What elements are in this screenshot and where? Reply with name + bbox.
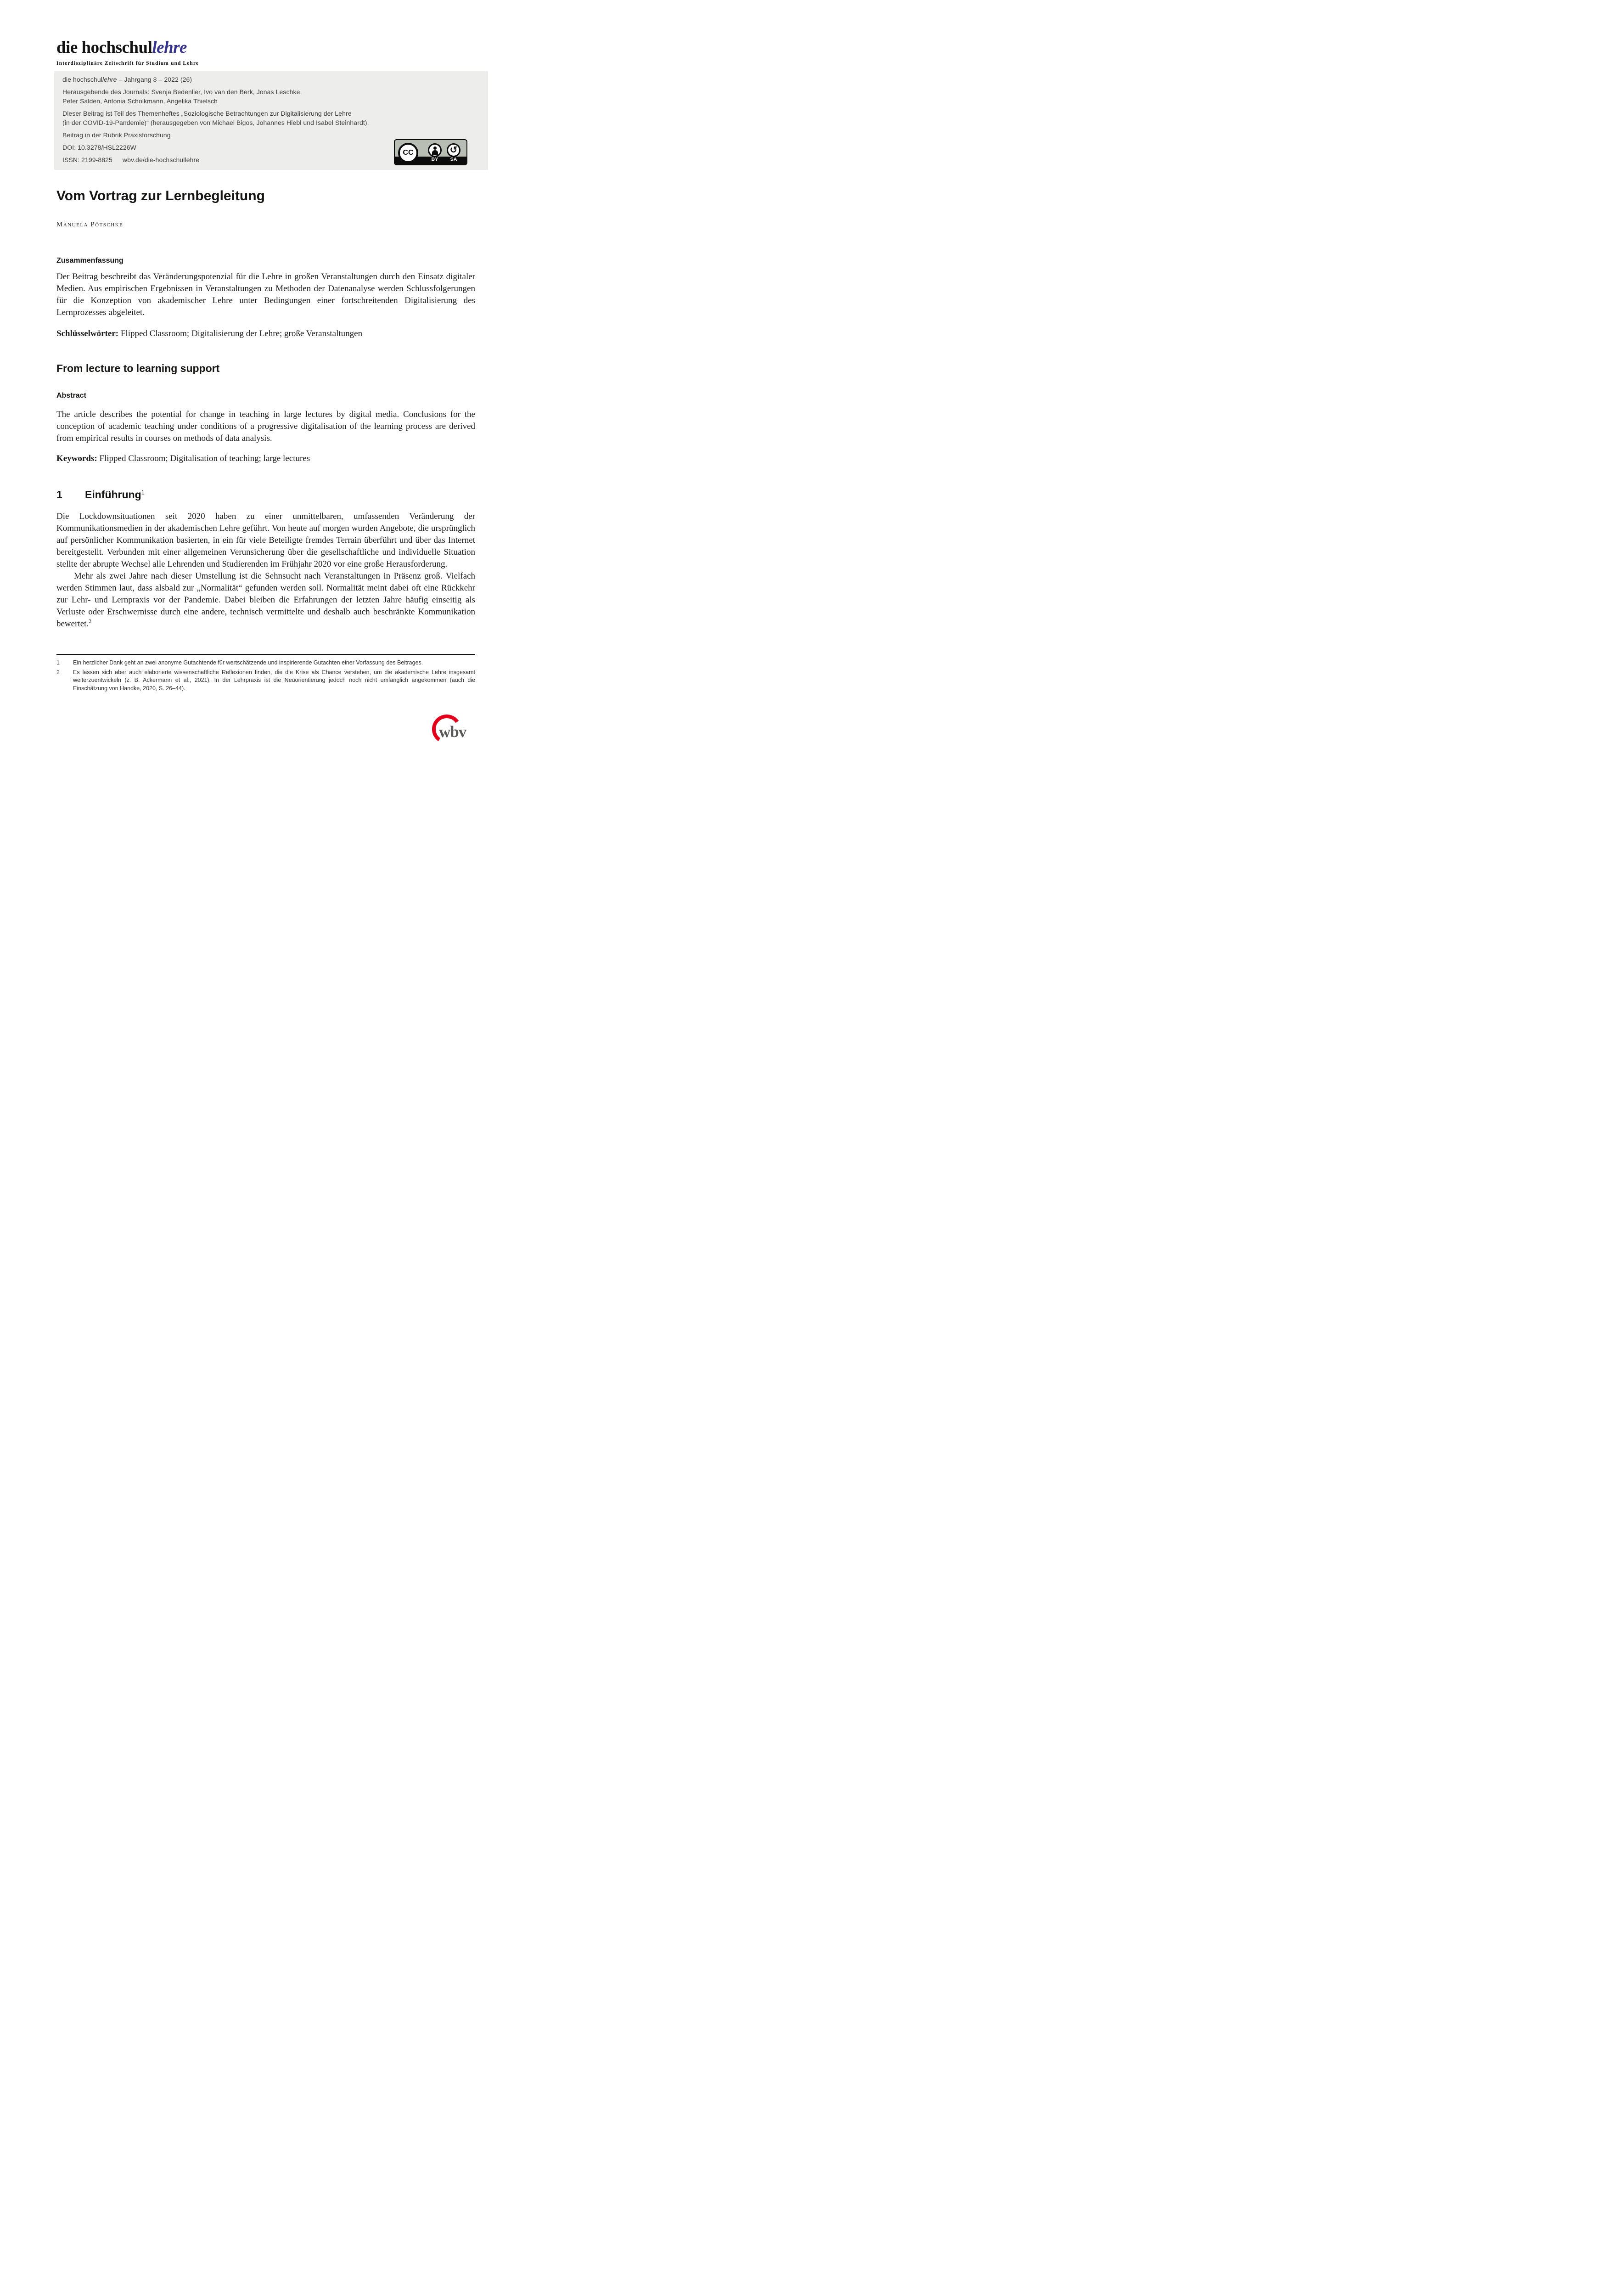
german-keywords: Flipped Classroom; Digitalisierung der Lehre; große Veranstaltungen xyxy=(120,329,363,338)
footnote-2-number: 2 xyxy=(56,669,60,675)
section-1-paragraph-1: Die Lockdownsituationen seit 2020 haben zu einer unmittelbaren, umfassenden Veränderung der Kommunikationsmedien in der akademischen Lehre geführt. Von heute auf morgen wurden Angebote, die ursprünglich auf persönlicher Kommunikation basierten, in ein für viele Beteiligte fremdes Terrain überführt und über das Internet bereitgestellt. Verbunden mit einer allgemeinen Verunsicherung über die gesellschaftliche und individuelle Situation stellte der abrupte Wechsel alle Lehrenden und Studierenden im Frühjahr 2020 vor eine große Herausforderung. xyxy=(56,512,475,569)
masthead-word-accent: lehre xyxy=(152,38,187,57)
footnote-2-text: Es lassen sich aber auch elaborierte wissenschaftliche Reflexionen finden, die die Krise als Chance verstehen, um die akademische Lehre insgesamt weiterzuentwickeln (z. B. Ackermann et al., 2021). In der Lehrpraxis ist die Neuorientierung jedoch noch nicht umfänglich angekommen (auch die Einschätzung von Handke, 2020, S. 26–44). xyxy=(73,669,475,692)
editors-line-2: Peter Salden, Antonia Scholkmann, Angelika Thielsch xyxy=(62,97,218,105)
footnotes-block xyxy=(56,659,475,692)
german-keywords-label: Schlüsselwörter: xyxy=(56,329,119,338)
journal-masthead-logo xyxy=(56,39,475,60)
english-abstract-text: The article describes the potential for change in teaching in large lectures by digital media. Conclusions for the conception of academic teaching under conditions of a progressive digitalisation of the learning process are derived from empirical results in courses on methods of data analysis. xyxy=(56,410,475,443)
article-author: Manuela Pötschke xyxy=(56,221,124,228)
journal-article-page xyxy=(0,0,541,765)
section-1-heading xyxy=(56,489,475,501)
creative-commons-icon: CC xyxy=(398,143,418,163)
content-column xyxy=(56,0,475,692)
article-title: Vom Vortrag zur Lernbegleitung xyxy=(56,188,265,203)
theme-line-1: Dieser Beitrag ist Teil des Themenheftes „Soziologische Betrachtungen zur Digitalisierung der Lehre xyxy=(62,110,352,117)
journal-issue-line xyxy=(62,75,480,84)
license-sa-label: SA xyxy=(450,157,457,162)
section-1-paragraph-2-text: Mehr als zwei Jahre nach dieser Umstellung ist die Sehnsucht nach Veranstaltungen in Präsenz groß. Vielfach werden Stimmen laut, dass alsbald zur „Normalität“ gefunden werden soll. Normalität meint dabei oft eine Rückkehr zur Lehr- und Lernpraxis vor der Pandemie. Dabei bleiben die Erfahrungen der letzten Jahre häufig einseitig als Verluste oder Erschwernisse durch eine andere, technisch vermittelte und deshalb auch beschränkte Kommunikation bewertet. xyxy=(56,571,475,629)
publisher-wbv-logo xyxy=(429,715,469,744)
license-by-label: BY xyxy=(431,157,438,162)
issn-value: ISSN: 2199-8825 xyxy=(62,156,112,163)
editors-line-1: Herausgebende des Journals: Svenja Bedenlier, Ivo van den Berk, Jonas Leschke, xyxy=(62,88,302,96)
footnote-1 xyxy=(56,659,475,667)
wbv-logo-text: wbv xyxy=(439,723,466,741)
journal-url: wbv.de/die-hochschullehre xyxy=(122,156,200,163)
heading-abstract: Abstract xyxy=(56,392,86,400)
theme-issue-note xyxy=(62,109,480,127)
person-body-icon xyxy=(432,150,438,155)
doi-line: DOI: 10.3278/HSL2226W xyxy=(62,144,136,151)
footnote-1-number: 1 xyxy=(56,659,60,666)
masthead-word-black: die hochschul xyxy=(56,38,152,57)
footnote-ref-2: 2 xyxy=(89,618,92,625)
rubric-note: Beitrag in der Rubrik Praxisforschung xyxy=(62,131,171,139)
english-title: From lecture to learning support xyxy=(56,362,220,374)
english-keywords-label: Keywords: xyxy=(56,454,97,463)
english-keywords: Flipped Classroom; Digitalisation of teaching; large lectures xyxy=(99,454,310,463)
journal-name-italic-part: lehre xyxy=(102,76,117,83)
share-alike-arrow-icon: ↺ xyxy=(449,144,458,155)
section-1-paragraph-2 xyxy=(56,570,475,630)
footnote-1-text: Ein herzlicher Dank geht an zwei anonyme Gutachtende für wertschätzende und inspirierende Gutachten einer Vorfassung des Beitrages. xyxy=(73,659,423,666)
german-keywords-line xyxy=(56,328,475,340)
heading-zusammenfassung: Zusammenfassung xyxy=(56,257,124,264)
journal-editors xyxy=(62,87,480,106)
section-1-heading-text xyxy=(85,489,145,501)
masthead-subtitle: Interdisziplinäre Zeitschrift für Studium und Lehre xyxy=(56,61,199,66)
section-1-number: 1 xyxy=(56,489,62,501)
journal-name-part: die hochschul xyxy=(62,76,102,83)
footnote-2 xyxy=(56,669,475,693)
theme-line-2: (in der COVID-19-Pandemie)“ (herausgegeben von Michael Bigos, Johannes Hiebl und Isabel Steinhardt). xyxy=(62,119,369,126)
footnote-separator-rule xyxy=(56,654,475,655)
section-1-title: Einführung xyxy=(85,489,141,501)
german-abstract-text: Der Beitrag beschreibt das Veränderungspotenzial für die Lehre in großen Veranstaltungen durch den Einsatz digitaler Medien. Aus empirischen Ergebnissen in Veranstaltungen zu Methoden der Datenanalyse werden Schlussfolgerungen für die Konzeption von akademischer Lehre unter Bedingungen einer fortschreitenden Digitalisierung des Lernprozesses abgeleitet. xyxy=(56,272,475,317)
issue-metadata-box xyxy=(54,71,488,170)
issue-info: – Jahrgang 8 – 2022 (26) xyxy=(118,76,192,83)
english-keywords-line xyxy=(56,453,475,465)
footnote-ref-1: 1 xyxy=(141,489,145,496)
cc-by-sa-license-badge xyxy=(394,139,467,165)
person-head-icon xyxy=(433,146,437,150)
